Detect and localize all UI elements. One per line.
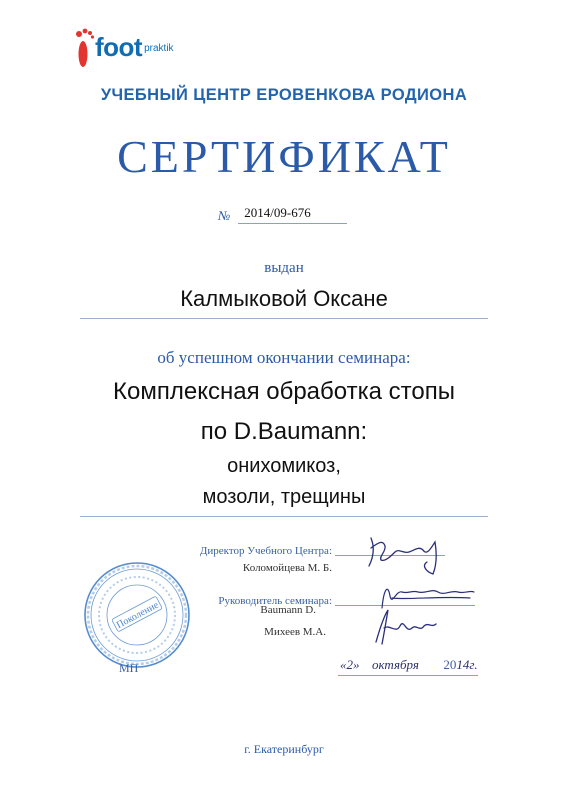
certificate-number: 2014/09-676 <box>238 205 346 224</box>
date-underline <box>338 675 478 676</box>
completed-label: об успешном окончании семинара: <box>157 348 411 367</box>
director-signature <box>365 528 455 578</box>
recipient-name: Калмыковой Оксане <box>180 286 388 311</box>
training-center-name: УЧЕБНЫЙ ЦЕНТР ЕРОВЕНКОВА РОДИОНА <box>100 86 468 104</box>
date-month: октября <box>372 657 419 672</box>
seminar-underline <box>80 516 488 517</box>
number-sign: № <box>218 208 231 223</box>
seminar-line-4: мозоли, трещины <box>202 486 366 508</box>
foot-logo-icon <box>74 24 94 70</box>
issue-date <box>340 657 478 673</box>
leader-name-1: Baumann D. <box>260 604 316 616</box>
stamp-center-text: Поколение <box>114 599 161 631</box>
seminar-line-3: онихомикоз, <box>227 455 341 477</box>
city: г. Екатеринбург <box>244 742 324 756</box>
date-year-suffix: 14г. <box>456 657 478 672</box>
logo <box>74 24 174 70</box>
date-day: «2» <box>340 657 360 672</box>
stamp-code: МП <box>119 661 139 675</box>
certificate-number-row <box>218 205 347 224</box>
issued-label: выдан <box>264 260 304 276</box>
logo-subtitle: praktik <box>144 43 174 54</box>
director-name: Коломойцева М. Б. <box>242 562 332 574</box>
seminar-line-2: по D.Baumann: <box>200 418 368 445</box>
logo-word: foot <box>95 32 143 62</box>
mikheev-signature <box>370 604 440 648</box>
recipient-underline <box>80 318 488 319</box>
seminar-line-1: Комплексная обработка стопы <box>113 378 455 405</box>
director-label: Директор Учебного Центра: <box>199 545 332 557</box>
certificate-title: СЕРТИФИКАТ <box>117 131 451 182</box>
date-year-prefix: 20 <box>443 657 457 672</box>
round-stamp <box>82 560 192 670</box>
leader-label: Руководитель семинара: <box>218 595 332 607</box>
leader-name-2: Михеев М.А. <box>264 626 326 638</box>
